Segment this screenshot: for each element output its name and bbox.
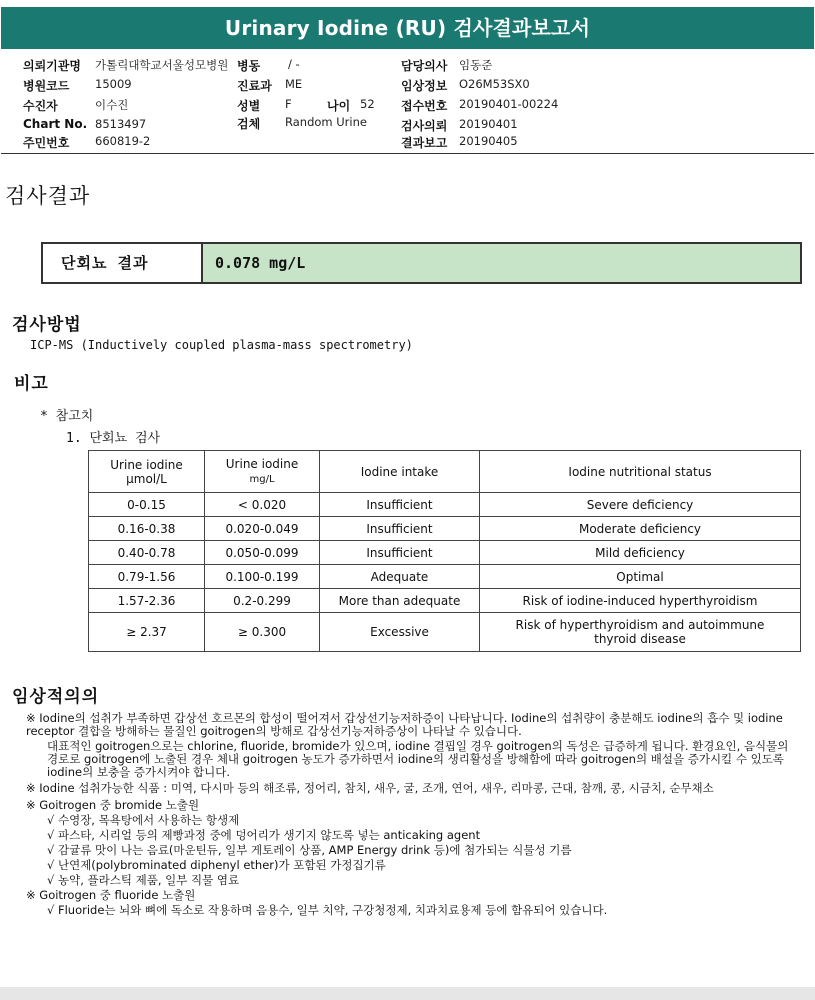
specimen-value: Random Urine (285, 115, 367, 129)
table-row: 0.16-0.38 0.020-0.049 Insufficient Moderate deficiency (89, 517, 801, 541)
request-value: 20190401 (459, 117, 518, 131)
chart-value: 8513497 (95, 117, 147, 131)
hospcode-value: 15009 (95, 77, 132, 91)
institution-value: 가톨릭대학교서울성모병원 (95, 58, 229, 72)
patient-label: 수진자 (23, 99, 58, 113)
sex-label: 성별 (237, 99, 261, 113)
table-row: 0-0.15 < 0.020 Insufficient Severe deficiency (89, 493, 801, 517)
id-value: 660819-2 (95, 134, 151, 148)
method-text: ICP-MS (Inductively coupled plasma-mass spectrometry) (30, 338, 413, 352)
table-row: 1.57-2.36 0.2-0.299 More than adequate Risk of iodine-induced hyperthyroidism (89, 589, 801, 613)
ward-label: 병동 (237, 59, 261, 73)
receipt-label: 접수번호 (401, 99, 448, 113)
ward-value: / - (288, 57, 300, 71)
dept-label: 진료과 (237, 79, 272, 93)
remarks-heading: 비고 (14, 374, 49, 394)
clinical-info-value: O26M53SX0 (459, 77, 530, 91)
chart-label: Chart No. (23, 117, 88, 131)
divider (1, 153, 814, 154)
list-item: √ Fluoride는 뇌와 뼈에 독소로 작용하며 음용수, 일부 치약, 구강청정제, 치과치료용제 등에 함유되어 있습니다. (47, 903, 608, 917)
table-header-row (89, 451, 801, 493)
specimen-label: 검체 (237, 117, 261, 131)
list-item: √ 난연제(polybrominated diphenyl ether)가 포함된 가정집기류 (47, 858, 386, 872)
request-label: 검사의뢰 (401, 119, 448, 133)
results-heading: 검사결과 (5, 184, 91, 208)
patient-info (0, 52, 815, 152)
clinical-heading: 임상적의의 (12, 687, 100, 707)
patient-value: 이수진 (95, 98, 129, 112)
list-item: √ 수영장, 목욕탕에서 사용하는 항생제 (47, 813, 240, 827)
age-label: 나이 (327, 99, 351, 113)
reference-subtitle: 1. 단회뇨 검사 (66, 431, 161, 446)
col-header-intake: Iodine intake (320, 451, 480, 493)
reference-title: * 참고치 (40, 409, 94, 424)
institution-label: 의뢰기관명 (23, 59, 81, 73)
clinical-paragraph: ※ Goitrogen 중 fluoride 노출원 (26, 888, 196, 902)
dept-value: ME (285, 77, 303, 91)
result-value: 0.078 mg/L (203, 244, 800, 282)
col-header-umol: Urine iodine μmol/L (89, 451, 205, 493)
table-row: 0.79-1.56 0.100-0.199 Adequate Optimal (89, 565, 801, 589)
result-label: 단회뇨 결과 (43, 244, 203, 282)
list-item: √ 감귤류 맛이 나는 음료(마운틴듀, 일부 게토레이 상품, AMP Energy drink 등)에 첨가되는 식물성 기름 (47, 843, 572, 857)
reference-table (88, 450, 801, 652)
list-item: √ 농약, 플라스틱 제품, 일부 직물 염료 (47, 873, 240, 887)
clinical-significance (26, 712, 801, 919)
report-date-label: 결과보고 (401, 136, 448, 150)
report-title: Urinary Iodine (RU) 검사결과보고서 (1, 7, 814, 49)
bottom-bar (0, 987, 815, 1000)
receipt-value: 20190401-00224 (459, 97, 559, 111)
doctor-label: 담당의사 (401, 59, 448, 73)
hospcode-label: 병원코드 (23, 79, 70, 93)
list-item: √ 파스타, 시리얼 등의 제빵과정 중에 덩어리가 생기지 않도록 넣는 anticaking agent (47, 828, 481, 842)
id-label: 주민번호 (23, 136, 70, 150)
clinical-paragraph: ※ Iodine의 섭취가 부족하면 갑상선 호르몬의 합성이 떨어져서 갑상선기능저하증이 나타납니다. Iodine의 섭취량이 충분해도 iodine의 흡수 및 iodine receptor 결합을 방해하는 물질인 goitrogen의 방해로 갑상선기능저하증상이 나타날 수 있습니다. (26, 711, 783, 738)
col-header-status: Iodine nutritional status (480, 451, 801, 493)
sex-value: F (285, 97, 292, 111)
report-date-value: 20190405 (459, 134, 518, 148)
clinical-paragraph: 대표적인 goitrogen으로는 chlorine, fluoride, bromide가 있으며, iodine 결핍일 경우 goitrogen의 독성은 급증하게 됩니다. 환경요인, 음식물의 경로로 goitrogen에 노출된 경우 체내 goitrogen 농도가 증가하면서 iodine의 생리활성을 방해함에 따라 goitrogen의 배설을 증가시킬 수 있도록 iodine의 보충을 증가시켜야 합니다. (47, 739, 789, 779)
table-row: ≥ 2.37 ≥ 0.300 Excessive Risk of hyperthyroidism and autoimmune thyroid disease (89, 613, 801, 652)
table-row: 0.40-0.78 0.050-0.099 Insufficient Mild deficiency (89, 541, 801, 565)
doctor-value: 임동준 (459, 58, 493, 72)
clinical-paragraph: ※ Iodine 섭취가능한 식품 : 미역, 다시마 등의 해조류, 정어리, 참치, 새우, 굴, 조개, 연어, 새우, 리마콩, 근대, 참깨, 콩, 시금치, 순무채소 (26, 781, 714, 795)
clinical-paragraph: ※ Goitrogen 중 bromide 노출원 (26, 798, 200, 812)
result-box (41, 242, 802, 284)
clinical-info-label: 임상정보 (401, 79, 448, 93)
col-header-mg: Urine iodine mg/L (205, 451, 320, 493)
age-value: 52 (360, 97, 375, 111)
method-heading: 검사방법 (12, 315, 82, 335)
